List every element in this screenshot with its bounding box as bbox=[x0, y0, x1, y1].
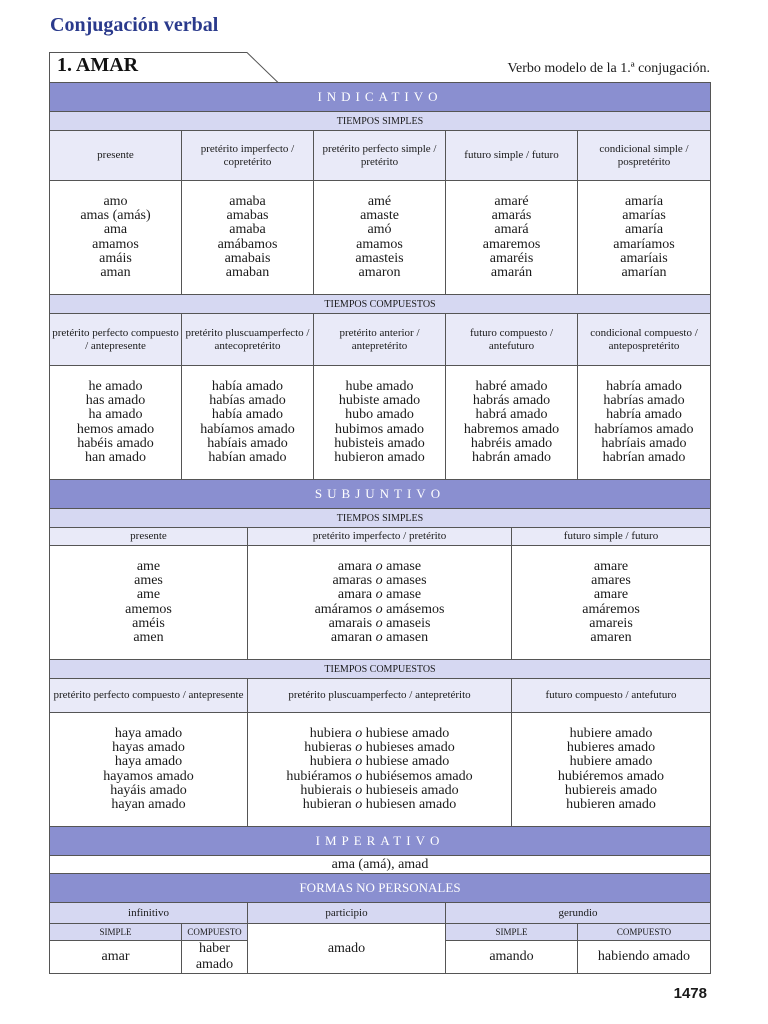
subjuntivo-label: SUBJUNTIVO bbox=[50, 480, 711, 509]
forms-cell bbox=[182, 366, 314, 480]
compuesto-label: COMPUESTO bbox=[182, 924, 248, 941]
verb-form: hubisteis amado bbox=[334, 435, 425, 451]
verb-form-a: amarais bbox=[328, 615, 373, 631]
verb-form: amo bbox=[103, 193, 128, 209]
verb-title: 1. AMAR bbox=[57, 54, 139, 76]
forms-cell bbox=[50, 366, 182, 480]
verb-form-b: amasen bbox=[386, 630, 429, 646]
verb-form: amamos bbox=[92, 236, 139, 252]
simple-label: SIMPLE bbox=[446, 924, 578, 941]
verb-form: amaréis bbox=[489, 250, 534, 266]
verb-form bbox=[248, 574, 511, 588]
indicativo-compuestos-forms-row bbox=[50, 366, 711, 480]
infinitivo-simple: amar bbox=[50, 941, 182, 974]
indicativo-simples-label: TIEMPOS SIMPLES bbox=[50, 112, 711, 131]
verb-form: hubieres amado bbox=[566, 739, 656, 755]
verb-form bbox=[248, 603, 511, 617]
verb-form-a: hubiera bbox=[309, 725, 352, 741]
gerundio-header: gerundio bbox=[446, 903, 711, 924]
verb-form: han amado bbox=[84, 450, 147, 466]
forms-cell bbox=[248, 546, 512, 660]
connector: o bbox=[351, 754, 366, 770]
verb-form-b: hubieseis amado bbox=[365, 782, 459, 798]
verb-form: hayamos amado bbox=[103, 768, 194, 784]
verb-form-a: amara bbox=[337, 587, 373, 603]
connector: o bbox=[372, 587, 387, 603]
verb-tab bbox=[49, 52, 279, 82]
verb-form bbox=[248, 617, 511, 631]
verb-form-a: amáramos bbox=[314, 601, 373, 617]
verb-form: amábamos bbox=[217, 236, 278, 252]
verb-form bbox=[248, 631, 511, 645]
verb-form: hubiere amado bbox=[569, 754, 653, 770]
column-header: pretérito imperfecto / copretérito bbox=[182, 131, 314, 181]
column-header: presente bbox=[50, 528, 248, 546]
gerundio-compuesto: habiendo amado bbox=[578, 941, 711, 974]
compuesto-label: COMPUESTO bbox=[578, 924, 711, 941]
verb-form: ame bbox=[136, 587, 161, 603]
verb-form-b: amase bbox=[386, 558, 422, 574]
verb-form: amaban bbox=[225, 265, 270, 281]
connector: o bbox=[372, 630, 387, 646]
verb-form: habríais amado bbox=[601, 435, 687, 451]
verb-form: habríamos amado bbox=[594, 421, 694, 437]
no-personales-label: FORMAS NO PERSONALES bbox=[50, 874, 711, 903]
verb-form: habrías amado bbox=[603, 392, 685, 408]
connector: o bbox=[372, 615, 387, 631]
indicativo-compuestos-header-row bbox=[50, 314, 711, 366]
gerundio-simple: amando bbox=[446, 941, 578, 974]
forms-cell bbox=[50, 181, 182, 295]
connector: o bbox=[351, 739, 366, 755]
subjuntivo-compuestos-label: TIEMPOS COMPUESTOS bbox=[50, 660, 711, 679]
verb-form: ama bbox=[103, 222, 128, 238]
no-personales-header-row bbox=[50, 903, 711, 924]
participio-header: participio bbox=[248, 903, 446, 924]
verb-form: haya amado bbox=[114, 754, 183, 770]
verb-form: amabas bbox=[226, 207, 269, 223]
verb-form bbox=[248, 798, 511, 812]
imperativo-label: IMPERATIVO bbox=[50, 827, 711, 856]
verb-form: hubo amado bbox=[345, 407, 414, 423]
verb-form-b: amases bbox=[386, 572, 427, 588]
verb-form: amaríais bbox=[620, 250, 668, 266]
column-header: presente bbox=[50, 131, 182, 181]
verb-form bbox=[248, 741, 511, 755]
verb-form: habría amado bbox=[606, 407, 682, 423]
verb-form bbox=[248, 727, 511, 741]
column-header: futuro compuesto / antefuturo bbox=[512, 679, 711, 713]
verb-form: amé bbox=[367, 193, 392, 209]
verb-form: había amado bbox=[211, 407, 284, 423]
verb-form: haya amado bbox=[114, 725, 183, 741]
forms-cell bbox=[182, 181, 314, 295]
verb-form: habrían amado bbox=[602, 450, 686, 466]
verb-form: amará bbox=[494, 222, 529, 238]
verb-form-b: hubieses amado bbox=[365, 739, 455, 755]
page-number: 1478 bbox=[673, 985, 707, 1002]
connector: o bbox=[372, 601, 387, 617]
forms-cell bbox=[248, 713, 512, 827]
indicativo-label: INDICATIVO bbox=[50, 83, 711, 112]
verb-form: amaríamos bbox=[613, 236, 675, 252]
subjuntivo-simples-header-row bbox=[50, 528, 711, 546]
verb-form: hubimos amado bbox=[334, 421, 425, 437]
connector: o bbox=[351, 797, 366, 813]
simple-label: SIMPLE bbox=[50, 924, 182, 941]
column-header: condicional compuesto / antepospretérito bbox=[578, 314, 711, 366]
verb-form: habréis amado bbox=[470, 435, 553, 451]
verb-form: hubiéremos amado bbox=[557, 768, 665, 784]
verb-form-b: hubiésemos amado bbox=[365, 768, 473, 784]
verb-form: amaría bbox=[624, 222, 664, 238]
verb-form: amaron bbox=[358, 265, 401, 281]
forms-cell bbox=[446, 181, 578, 295]
verb-form: amaría bbox=[624, 193, 664, 209]
verb-form: habían amado bbox=[208, 450, 287, 466]
verb-form-a: hubieran bbox=[302, 797, 352, 813]
verb-form: habrá amado bbox=[475, 407, 548, 423]
verb-form-a: hubiera bbox=[309, 754, 352, 770]
verb-form: amaste bbox=[360, 207, 399, 223]
column-header: futuro simple / futuro bbox=[446, 131, 578, 181]
verb-form: amare bbox=[593, 587, 629, 603]
verb-form: amareis bbox=[589, 615, 633, 631]
verb-form: amaren bbox=[590, 630, 632, 646]
verb-form: hubieren amado bbox=[566, 797, 656, 813]
verb-form: amáremos bbox=[582, 601, 640, 617]
indicativo-compuestos-label: TIEMPOS COMPUESTOS bbox=[50, 295, 711, 314]
verb-form bbox=[248, 560, 511, 574]
verb-form: amemos bbox=[125, 601, 172, 617]
verb-form: he amado bbox=[88, 378, 143, 394]
connector: o bbox=[351, 782, 366, 798]
infinitivo-header: infinitivo bbox=[50, 903, 248, 924]
verb-form: amaba bbox=[229, 193, 266, 209]
no-personales-sub-row bbox=[50, 924, 711, 941]
verb-form: hayan amado bbox=[111, 797, 186, 813]
subjuntivo-simples-label: TIEMPOS SIMPLES bbox=[50, 509, 711, 528]
verb-form bbox=[248, 784, 511, 798]
verb-form-a: amaras bbox=[332, 572, 373, 588]
verb-form: hayas amado bbox=[112, 739, 185, 755]
verb-form-b: amaseis bbox=[386, 615, 431, 631]
verb-form: améis bbox=[132, 615, 165, 631]
subjuntivo-compuestos-header-row bbox=[50, 679, 711, 713]
verb-form: amares bbox=[591, 572, 631, 588]
verb-form-b: hubiese amado bbox=[365, 754, 450, 770]
verb-form: amaba bbox=[229, 222, 266, 238]
column-header: pretérito perfecto compuesto / antepresente bbox=[50, 679, 248, 713]
verb-form: habíamos amado bbox=[200, 421, 295, 437]
verb-form: habías amado bbox=[209, 392, 286, 408]
verb-form-b: hubiese amado bbox=[365, 725, 450, 741]
forms-cell bbox=[50, 546, 248, 660]
verb-form: habíais amado bbox=[207, 435, 288, 451]
verb-form-a: hubierais bbox=[300, 782, 352, 798]
verb-form: habría amado bbox=[606, 378, 682, 394]
connector: o bbox=[372, 558, 387, 574]
forms-cell bbox=[512, 713, 711, 827]
forms-cell bbox=[50, 713, 248, 827]
verb-form: hube amado bbox=[345, 378, 414, 394]
verb-form: hubieron amado bbox=[334, 450, 425, 466]
verb-form-b: amase bbox=[386, 587, 422, 603]
connector: o bbox=[351, 768, 366, 784]
connector: o bbox=[351, 725, 366, 741]
forms-cell bbox=[578, 366, 711, 480]
subjuntivo-compuestos-forms-row bbox=[50, 713, 711, 827]
verb-form: ames bbox=[134, 572, 163, 588]
forms-cell bbox=[446, 366, 578, 480]
column-header: pretérito pluscuamperfecto / antepretérito bbox=[248, 679, 512, 713]
verb-form: aman bbox=[100, 265, 131, 281]
verb-form: amas (amás) bbox=[80, 207, 151, 223]
verb-form: hubiste amado bbox=[338, 392, 421, 408]
verb-form: habré amado bbox=[475, 378, 548, 394]
verb-form bbox=[248, 770, 511, 784]
forms-cell bbox=[314, 181, 446, 295]
verb-form-a: hubieras bbox=[304, 739, 352, 755]
verb-form-a: amara bbox=[337, 558, 373, 574]
verb-form: amarás bbox=[491, 207, 532, 223]
participio-form: amado bbox=[248, 924, 446, 974]
verb-form: amarías bbox=[622, 207, 666, 223]
verb-form bbox=[248, 755, 511, 769]
verb-form: ha amado bbox=[88, 407, 143, 423]
verb-form: hayáis amado bbox=[110, 782, 187, 798]
verb-form: amáis bbox=[99, 250, 132, 266]
column-header: pretérito perfecto compuesto / antepresente bbox=[50, 314, 182, 366]
verb-form: amó bbox=[367, 222, 392, 238]
verb-form: habrán amado bbox=[472, 450, 551, 466]
verb-subtitle: Verbo modelo de la 1.ª conjugación. bbox=[507, 61, 710, 76]
imperativo-forms: ama (amá), amad bbox=[50, 856, 711, 874]
verb-form: hubiereis amado bbox=[564, 782, 658, 798]
verb-form: amabais bbox=[224, 250, 271, 266]
conjugation-table bbox=[49, 82, 711, 974]
verb-form: amaré bbox=[494, 193, 529, 209]
verb-form: has amado bbox=[85, 392, 146, 408]
verb-form: hubiere amado bbox=[569, 725, 653, 741]
verb-form: amasteis bbox=[355, 250, 404, 266]
verb-form-a: hubiéramos bbox=[286, 768, 352, 784]
verb-form bbox=[248, 588, 511, 602]
verb-form: amarían bbox=[621, 265, 667, 281]
forms-cell bbox=[314, 366, 446, 480]
verb-form: amaremos bbox=[482, 236, 541, 252]
verb-form: habrás amado bbox=[472, 392, 551, 408]
connector: o bbox=[372, 572, 387, 588]
column-header: pretérito perfecto simple / pretérito bbox=[314, 131, 446, 181]
verb-form-a: amaran bbox=[330, 630, 373, 646]
column-header: pretérito anterior / antepretérito bbox=[314, 314, 446, 366]
verb-form: había amado bbox=[211, 378, 284, 394]
verb-form-b: hubiesen amado bbox=[365, 797, 457, 813]
page-header: Conjugación verbal bbox=[50, 14, 219, 36]
verb-form-b: amásemos bbox=[386, 601, 445, 617]
subjuntivo-simples-forms-row bbox=[50, 546, 711, 660]
column-header: condicional simple / pospretérito bbox=[578, 131, 711, 181]
column-header: futuro simple / futuro bbox=[512, 528, 711, 546]
forms-cell bbox=[512, 546, 711, 660]
verb-form: ame bbox=[136, 558, 161, 574]
indicativo-simples-header-row bbox=[50, 131, 711, 181]
verb-form: habremos amado bbox=[463, 421, 560, 437]
column-header: pretérito pluscuamperfecto / antecopretérito bbox=[182, 314, 314, 366]
verb-form: habéis amado bbox=[77, 435, 154, 451]
verb-form: amarán bbox=[490, 265, 533, 281]
verb-form: amen bbox=[133, 630, 164, 646]
verb-form: amare bbox=[593, 558, 629, 574]
verb-form: hemos amado bbox=[76, 421, 155, 437]
column-header: futuro compuesto / antefuturo bbox=[446, 314, 578, 366]
forms-cell bbox=[578, 181, 711, 295]
infinitivo-compuesto: haber amado bbox=[182, 941, 248, 974]
indicativo-simples-forms-row bbox=[50, 181, 711, 295]
column-header: pretérito imperfecto / pretérito bbox=[248, 528, 512, 546]
verb-form: amamos bbox=[356, 236, 403, 252]
